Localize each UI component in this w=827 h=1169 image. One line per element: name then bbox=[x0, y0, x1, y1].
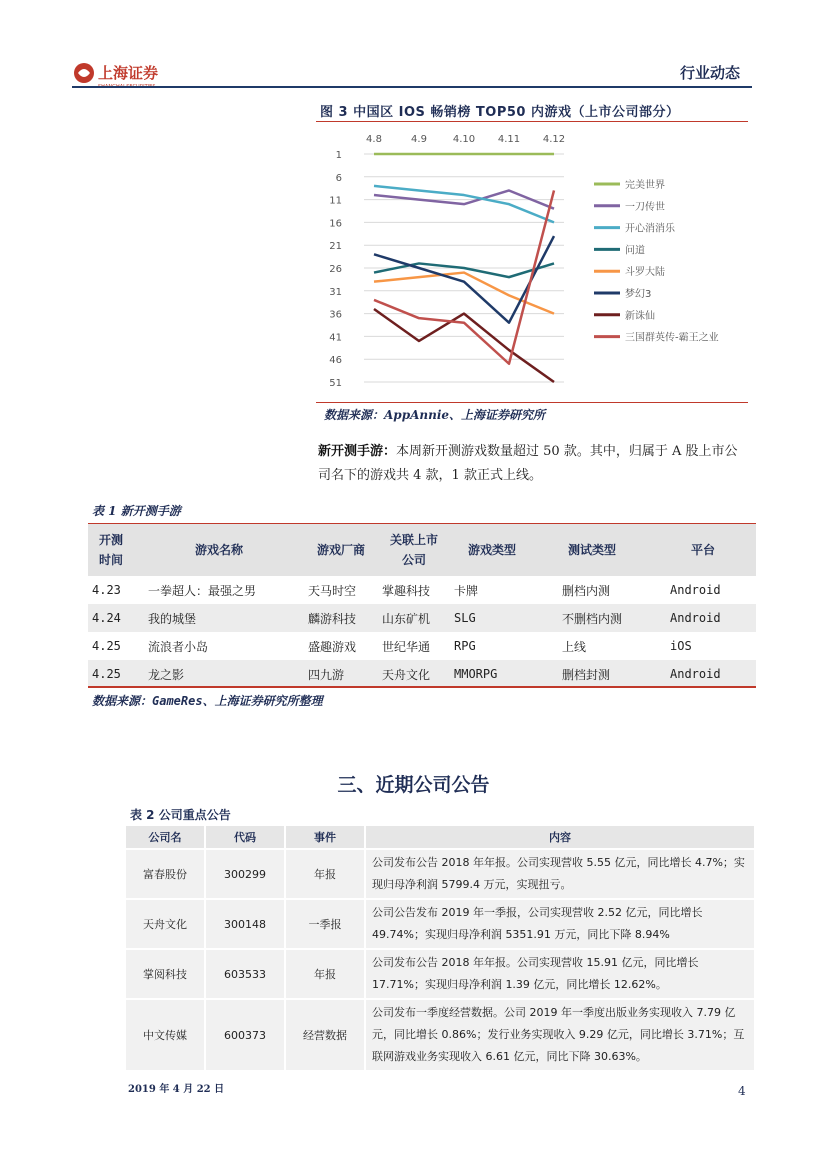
table-cell: 上线 bbox=[562, 639, 587, 654]
x-tick-label: 4.9 bbox=[411, 134, 427, 145]
page-number: 4 bbox=[738, 1084, 746, 1098]
table-row bbox=[88, 660, 756, 688]
table1-header-cell: 游戏名称 bbox=[134, 524, 304, 576]
y-tick-label: 6 bbox=[335, 172, 342, 184]
table-cell: 4.25 bbox=[88, 660, 134, 688]
table-cell: 卡牌 bbox=[454, 583, 479, 598]
table1-header-cell: 开测时间 bbox=[88, 524, 134, 576]
table-cell: 天舟文化 bbox=[126, 900, 204, 948]
table-cell: 一拳超人：最强之男 bbox=[148, 583, 257, 598]
table-cell: 掌阅科技 bbox=[126, 950, 204, 998]
figure-top-rule bbox=[316, 121, 748, 122]
legend-label: 斗罗大陆 bbox=[625, 267, 665, 279]
table-row bbox=[88, 604, 756, 632]
table-cell: 龙之影 bbox=[134, 660, 304, 688]
series-line bbox=[374, 263, 554, 277]
table2-title: 表 2 公司重点公告 bbox=[130, 808, 231, 822]
legend-label: 一刀传世 bbox=[625, 201, 665, 213]
y-tick-label: 16 bbox=[329, 218, 342, 230]
table-cell: 公司发布公告 2018 年年报。公司实现营收 5.55 亿元，同比增长 4.7%；实现归母净利润 5799.4 万元，实现扭亏。 bbox=[366, 850, 754, 898]
table-cell: Android bbox=[670, 583, 721, 597]
x-tick-label: 4.10 bbox=[452, 134, 476, 145]
section-heading: 三、近期公司公告 bbox=[337, 774, 490, 796]
table-row bbox=[126, 950, 754, 998]
table-cell: 公司发布公告 2018 年年报。公司实现营收 15.91 亿元，同比增长 17.71%；实现归母净利润 1.39 亿元，同比增长 12.62%。 bbox=[366, 950, 754, 998]
series-line bbox=[374, 309, 554, 382]
legend-label: 新诛仙 bbox=[625, 310, 655, 322]
table-cell: 四九游 bbox=[304, 660, 378, 688]
table1-header-row bbox=[88, 524, 756, 576]
header-section-label: 行业动态 bbox=[680, 64, 741, 82]
table-row bbox=[126, 900, 754, 948]
table2-header-cell: 代码 bbox=[206, 826, 284, 848]
legend-label: 开心消消乐 bbox=[625, 223, 675, 235]
y-tick-label: 51 bbox=[329, 378, 342, 389]
table-cell: 年报 bbox=[286, 850, 364, 898]
table-cell: Android bbox=[650, 604, 756, 632]
table-row bbox=[88, 576, 756, 604]
legend-label: 三国群英传-霸王之业 bbox=[625, 332, 719, 344]
table-cell: 天马时空 bbox=[308, 583, 357, 598]
legend-label: 梦幻3 bbox=[625, 289, 652, 300]
y-tick-label: 36 bbox=[329, 309, 342, 321]
y-tick-label: 21 bbox=[329, 241, 342, 253]
legend-label: 完美世界 bbox=[625, 180, 665, 191]
y-tick-label: 1 bbox=[335, 150, 342, 161]
table-row bbox=[126, 850, 754, 898]
x-tick-label: 4.8 bbox=[366, 134, 382, 145]
series-line bbox=[374, 190, 554, 363]
table-cell: SLG bbox=[450, 604, 534, 632]
table-cell: Android bbox=[650, 660, 756, 688]
y-tick-label: 31 bbox=[329, 286, 342, 298]
intro-body: 本周新开测游戏数量超过 50 款。其中，归属于 A 股上市公司名下的游戏共 4 款，1 款正式上线。 bbox=[318, 444, 738, 483]
table1-header-cell: 测试类型 bbox=[534, 524, 650, 576]
y-tick-label: 26 bbox=[329, 264, 342, 275]
table1-source: 数据来源：GameRes、上海证券研究所整理 bbox=[92, 694, 323, 708]
figure-title: 图 3 中国区 IOS 畅销榜 TOP50 内游戏（上市公司部分） bbox=[320, 105, 680, 120]
table-cell: 300299 bbox=[206, 850, 284, 898]
header-rule bbox=[72, 86, 752, 88]
table-cell: MMORPG bbox=[450, 660, 534, 688]
new-games-table bbox=[88, 524, 756, 688]
table-cell: 中文传媒 bbox=[126, 1000, 204, 1070]
table-row bbox=[126, 1000, 754, 1070]
table2-header-row bbox=[126, 826, 754, 848]
footer-date: 2019 年 4 月 22 日 bbox=[128, 1084, 225, 1095]
table-cell: 4.23 bbox=[92, 583, 121, 597]
figure-source: 数据来源：AppAnnie、上海证券研究所 bbox=[324, 408, 546, 422]
announcements-table bbox=[124, 824, 756, 1072]
table1-header-cell: 关联上市公司 bbox=[378, 524, 450, 576]
table-cell: 一季报 bbox=[286, 900, 364, 948]
ranking-line-chart bbox=[316, 124, 748, 400]
logo-text: 上海证券 bbox=[98, 64, 159, 82]
table-cell: 4.24 bbox=[88, 604, 134, 632]
table2-header-cell: 公司名 bbox=[126, 826, 204, 848]
table-cell: 我的城堡 bbox=[134, 604, 304, 632]
x-tick-label: 4.11 bbox=[497, 134, 521, 145]
table-cell: RPG bbox=[454, 639, 476, 653]
table-cell: 天舟文化 bbox=[378, 660, 450, 688]
table1-title: 表 1 新开测手游 bbox=[92, 504, 181, 518]
table-cell: 不删档内测 bbox=[534, 604, 650, 632]
y-tick-label: 46 bbox=[329, 355, 342, 367]
intro-paragraph bbox=[318, 440, 748, 488]
table-cell: 删档封测 bbox=[534, 660, 650, 688]
table-cell: 公司公告发布 2019 年一季报，公司实现营收 2.52 亿元，同比增长 49.74%；实现归母净利润 5351.91 万元，同比下降 8.94% bbox=[366, 900, 754, 948]
y-tick-label: 11 bbox=[329, 195, 342, 207]
x-tick-label: 4.12 bbox=[542, 134, 566, 145]
table-cell: 麟游科技 bbox=[304, 604, 378, 632]
table-cell: 流浪者小岛 bbox=[148, 639, 209, 654]
table-cell: 富春股份 bbox=[126, 850, 204, 898]
table-cell: 删档内测 bbox=[562, 583, 611, 598]
legend-label: 问道 bbox=[625, 245, 645, 257]
table1-bottom-rule bbox=[88, 686, 756, 688]
table-row bbox=[88, 632, 756, 660]
table-cell: 300148 bbox=[206, 900, 284, 948]
table-cell: iOS bbox=[670, 639, 692, 653]
table-cell: 盛趣游戏 bbox=[308, 639, 357, 654]
figure-bottom-rule bbox=[316, 402, 748, 403]
table-cell: 年报 bbox=[286, 950, 364, 998]
table-cell: 世纪华通 bbox=[382, 639, 431, 654]
table1-header-cell: 游戏类型 bbox=[450, 524, 534, 576]
table-cell: 掌趣科技 bbox=[382, 583, 431, 598]
table1-header-cell: 游戏厂商 bbox=[304, 524, 378, 576]
intro-lead: 新开测手游： bbox=[318, 444, 397, 459]
table-cell: 公司发布一季度经营数据。公司 2019 年一季度出版业务实现收入 7.79 亿元，同比增长 0.86%；发行业务实现收入 9.29 亿元，同比增长 3.71%；互联网游戏业务实现收入 6.61 亿元，同比下降 30.63%。 bbox=[366, 1000, 754, 1070]
table-cell: 600373 bbox=[206, 1000, 284, 1070]
table-cell: 603533 bbox=[206, 950, 284, 998]
table1-header-cell: 平台 bbox=[650, 524, 756, 576]
table2-header-cell: 事件 bbox=[286, 826, 364, 848]
table-cell: 4.25 bbox=[92, 639, 121, 653]
table-cell: 经营数据 bbox=[286, 1000, 364, 1070]
table-cell: 山东矿机 bbox=[378, 604, 450, 632]
table2-header-cell: 内容 bbox=[366, 826, 754, 848]
y-tick-label: 41 bbox=[329, 332, 342, 344]
